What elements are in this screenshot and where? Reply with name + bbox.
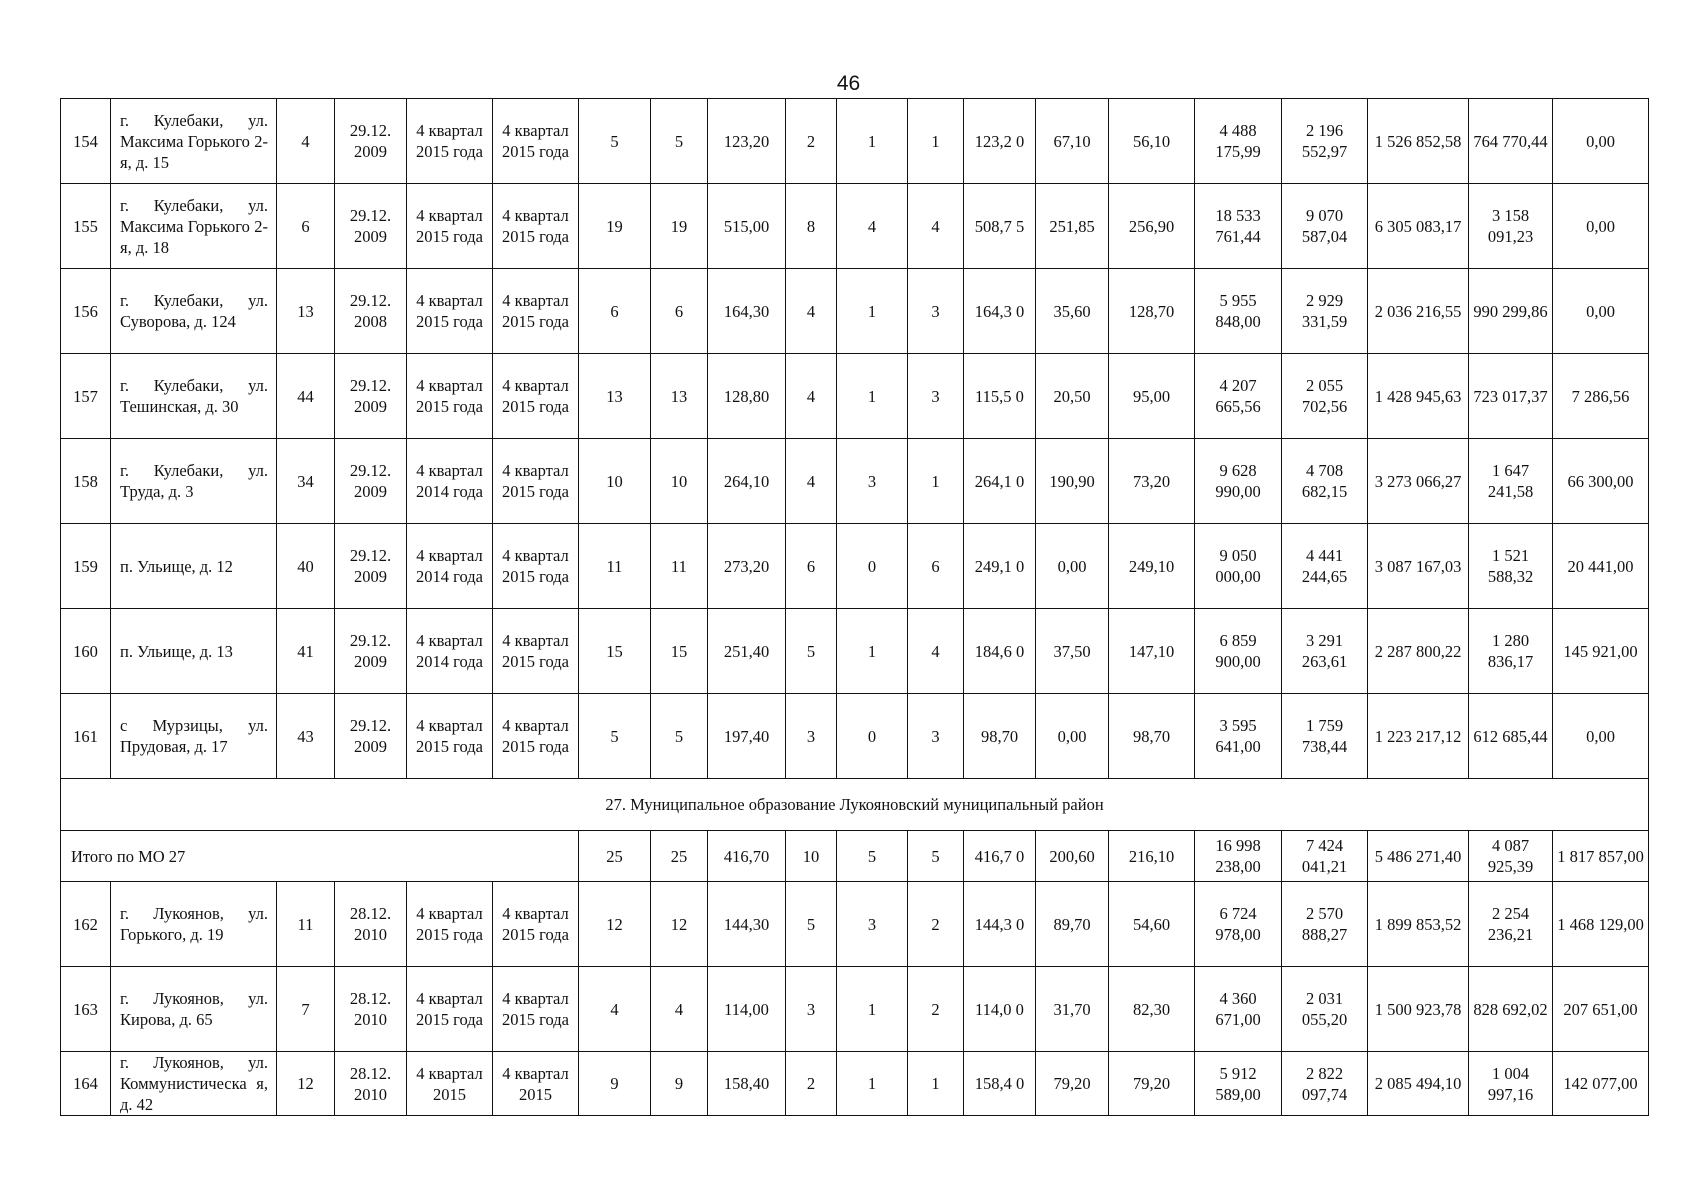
cell-cost-fund: 1 759 738,44 (1282, 694, 1368, 779)
cell-cost-fund: 2 822 097,74 (1282, 1052, 1368, 1116)
cell-flats-private: 3 (837, 439, 908, 524)
total-area-resettled: 416,7 0 (964, 831, 1036, 882)
table-row (61, 269, 1649, 354)
table-body (61, 99, 1649, 1116)
cell-residents-planned: 6 (579, 269, 651, 354)
cell-cost-total: 4 488 175,99 (1195, 99, 1282, 184)
cell-fact-quarter: 4 квартал 2015 года (493, 694, 579, 779)
cell-cost-extra: 145 921,00 (1553, 609, 1649, 694)
cell-fact-quarter: 4 квартал 2015 года (493, 609, 579, 694)
cell-cost-region: 3 273 066,27 (1368, 439, 1469, 524)
cell-row-number: 162 (61, 882, 111, 967)
cell-address: п. Ульище, д. 13 (111, 609, 277, 694)
cell-cost-fund: 4 441 244,65 (1282, 524, 1368, 609)
cell-address: г. Кулебаки, ул. Труда, д. 3 (111, 439, 277, 524)
cell-flats-municipal: 4 (908, 609, 964, 694)
cell-area-municipal: 79,20 (1109, 1052, 1195, 1116)
cell-fact-quarter: 4 квартал 2015 года (493, 524, 579, 609)
cell-house-count: 12 (277, 1052, 335, 1116)
cell-plan-quarter: 4 квартал 2015 года (407, 967, 493, 1052)
cell-house-count: 44 (277, 354, 335, 439)
cell-row-number: 159 (61, 524, 111, 609)
cell-flats-municipal: 3 (908, 694, 964, 779)
cell-flats-private: 1 (837, 269, 908, 354)
cell-area-resettled: 249,1 0 (964, 524, 1036, 609)
cell-address: п. Ульище, д. 12 (111, 524, 277, 609)
cell-area-private: 0,00 (1036, 694, 1109, 779)
cell-agreement-date: 28.12. 2010 (335, 967, 407, 1052)
total-row (61, 831, 1649, 882)
cell-plan-quarter: 4 квартал 2014 года (407, 609, 493, 694)
cell-row-number: 164 (61, 1052, 111, 1116)
table-row (61, 1052, 1649, 1116)
cell-flats-private: 1 (837, 354, 908, 439)
cell-cost-fund: 2 196 552,97 (1282, 99, 1368, 184)
cell-cost-local: 1 647 241,58 (1469, 439, 1553, 524)
cell-flats-municipal: 3 (908, 354, 964, 439)
cell-area-total: 264,10 (708, 439, 786, 524)
cell-cost-total: 6 859 900,00 (1195, 609, 1282, 694)
cell-cost-local: 3 158 091,23 (1469, 184, 1553, 269)
cell-area-municipal: 256,90 (1109, 184, 1195, 269)
cell-agreement-date: 29.12. 2009 (335, 694, 407, 779)
cell-flats-private: 3 (837, 882, 908, 967)
cell-agreement-date: 29.12. 2009 (335, 524, 407, 609)
cell-area-private: 35,60 (1036, 269, 1109, 354)
cell-area-municipal: 147,10 (1109, 609, 1195, 694)
cell-fact-quarter: 4 квартал 2015 (493, 1052, 579, 1116)
cell-cost-local: 990 299,86 (1469, 269, 1553, 354)
cell-cost-extra: 20 441,00 (1553, 524, 1649, 609)
cell-cost-region: 2 036 216,55 (1368, 269, 1469, 354)
cell-residents-resettled: 12 (651, 882, 708, 967)
cell-area-resettled: 264,1 0 (964, 439, 1036, 524)
cell-cost-region: 2 085 494,10 (1368, 1052, 1469, 1116)
cell-cost-fund: 3 291 263,61 (1282, 609, 1368, 694)
cell-agreement-date: 28.12. 2010 (335, 1052, 407, 1116)
cell-area-municipal: 82,30 (1109, 967, 1195, 1052)
cell-address: г. Кулебаки, ул. Максима Горького 2-я, д. 18 (111, 184, 277, 269)
cell-flats-private: 1 (837, 967, 908, 1052)
cell-area-private: 89,70 (1036, 882, 1109, 967)
cell-house-count: 40 (277, 524, 335, 609)
cell-plan-quarter: 4 квартал 2014 года (407, 439, 493, 524)
housing-program-table (60, 98, 1649, 1116)
cell-flats-total: 4 (786, 354, 837, 439)
cell-area-resettled: 184,6 0 (964, 609, 1036, 694)
cell-address: г. Кулебаки, ул. Максима Горького 2-я, д. 15 (111, 99, 277, 184)
cell-cost-region: 6 305 083,17 (1368, 184, 1469, 269)
total-cost-local: 4 087 925,39 (1469, 831, 1553, 882)
total-residents-resettled: 25 (651, 831, 708, 882)
cell-residents-planned: 5 (579, 694, 651, 779)
cell-area-municipal: 73,20 (1109, 439, 1195, 524)
cell-agreement-date: 29.12. 2009 (335, 184, 407, 269)
cell-residents-resettled: 13 (651, 354, 708, 439)
cell-area-total: 158,40 (708, 1052, 786, 1116)
total-area-total: 416,70 (708, 831, 786, 882)
cell-plan-quarter: 4 квартал 2015 года (407, 882, 493, 967)
cell-area-resettled: 158,4 0 (964, 1052, 1036, 1116)
cell-cost-local: 2 254 236,21 (1469, 882, 1553, 967)
cell-residents-resettled: 10 (651, 439, 708, 524)
cell-cost-extra: 142 077,00 (1553, 1052, 1649, 1116)
cell-cost-local: 1 280 836,17 (1469, 609, 1553, 694)
cell-area-total: 114,00 (708, 967, 786, 1052)
cell-flats-municipal: 1 (908, 99, 964, 184)
cell-flats-total: 2 (786, 99, 837, 184)
cell-row-number: 157 (61, 354, 111, 439)
cell-cost-local: 1 004 997,16 (1469, 1052, 1553, 1116)
cell-plan-quarter: 4 квартал 2015 года (407, 354, 493, 439)
cell-house-count: 4 (277, 99, 335, 184)
cell-residents-planned: 4 (579, 967, 651, 1052)
cell-row-number: 158 (61, 439, 111, 524)
cell-cost-total: 5 912 589,00 (1195, 1052, 1282, 1116)
cell-area-municipal: 98,70 (1109, 694, 1195, 779)
cell-residents-planned: 15 (579, 609, 651, 694)
cell-row-number: 163 (61, 967, 111, 1052)
cell-area-municipal: 128,70 (1109, 269, 1195, 354)
cell-residents-resettled: 4 (651, 967, 708, 1052)
cell-cost-region: 1 526 852,58 (1368, 99, 1469, 184)
total-cost-extra: 1 817 857,00 (1553, 831, 1649, 882)
cell-cost-fund: 2 031 055,20 (1282, 967, 1368, 1052)
cell-flats-total: 5 (786, 882, 837, 967)
table-row (61, 184, 1649, 269)
cell-flats-total: 8 (786, 184, 837, 269)
cell-cost-region: 3 087 167,03 (1368, 524, 1469, 609)
total-residents-planned: 25 (579, 831, 651, 882)
cell-plan-quarter: 4 квартал 2015 года (407, 99, 493, 184)
cell-plan-quarter: 4 квартал 2015 (407, 1052, 493, 1116)
cell-address: г. Лукоянов, ул. Кирова, д. 65 (111, 967, 277, 1052)
cell-cost-total: 4 360 671,00 (1195, 967, 1282, 1052)
cell-residents-resettled: 19 (651, 184, 708, 269)
cell-house-count: 7 (277, 967, 335, 1052)
cell-residents-planned: 13 (579, 354, 651, 439)
cell-area-private: 37,50 (1036, 609, 1109, 694)
cell-flats-total: 2 (786, 1052, 837, 1116)
section-title: 27. Муниципальное образование Лукояновский муниципальный район (61, 779, 1649, 831)
cell-area-municipal: 249,10 (1109, 524, 1195, 609)
cell-cost-fund: 2 929 331,59 (1282, 269, 1368, 354)
cell-fact-quarter: 4 квартал 2015 года (493, 269, 579, 354)
cell-area-total: 515,00 (708, 184, 786, 269)
cell-cost-local: 1 521 588,32 (1469, 524, 1553, 609)
cell-cost-extra: 0,00 (1553, 694, 1649, 779)
cell-area-resettled: 123,2 0 (964, 99, 1036, 184)
cell-address: г. Кулебаки, ул. Суворова, д. 124 (111, 269, 277, 354)
cell-cost-extra: 0,00 (1553, 99, 1649, 184)
cell-cost-local: 723 017,37 (1469, 354, 1553, 439)
cell-cost-local: 828 692,02 (1469, 967, 1553, 1052)
cell-area-private: 67,10 (1036, 99, 1109, 184)
cell-cost-fund: 4 708 682,15 (1282, 439, 1368, 524)
cell-plan-quarter: 4 квартал 2015 года (407, 694, 493, 779)
cell-cost-total: 3 595 641,00 (1195, 694, 1282, 779)
cell-area-resettled: 115,5 0 (964, 354, 1036, 439)
cell-area-municipal: 95,00 (1109, 354, 1195, 439)
cell-cost-fund: 2 570 888,27 (1282, 882, 1368, 967)
cell-cost-region: 1 428 945,63 (1368, 354, 1469, 439)
cell-plan-quarter: 4 квартал 2014 года (407, 524, 493, 609)
cell-area-resettled: 508,7 5 (964, 184, 1036, 269)
cell-fact-quarter: 4 квартал 2015 года (493, 99, 579, 184)
cell-flats-private: 0 (837, 524, 908, 609)
cell-area-total: 123,20 (708, 99, 786, 184)
cell-row-number: 160 (61, 609, 111, 694)
cell-cost-total: 18 533 761,44 (1195, 184, 1282, 269)
cell-cost-extra: 7 286,56 (1553, 354, 1649, 439)
cell-area-private: 20,50 (1036, 354, 1109, 439)
cell-cost-region: 1 899 853,52 (1368, 882, 1469, 967)
cell-cost-total: 4 207 665,56 (1195, 354, 1282, 439)
cell-flats-municipal: 6 (908, 524, 964, 609)
cell-cost-local: 612 685,44 (1469, 694, 1553, 779)
cell-area-private: 79,20 (1036, 1052, 1109, 1116)
table-row (61, 439, 1649, 524)
cell-cost-total: 9 050 000,00 (1195, 524, 1282, 609)
cell-cost-total: 9 628 990,00 (1195, 439, 1282, 524)
total-area-private: 200,60 (1036, 831, 1109, 882)
cell-area-municipal: 56,10 (1109, 99, 1195, 184)
total-flats-municipal: 5 (908, 831, 964, 882)
cell-address: г. Лукоянов, ул. Коммунистическа я, д. 42 (111, 1052, 277, 1116)
cell-flats-municipal: 3 (908, 269, 964, 354)
cell-flats-total: 5 (786, 609, 837, 694)
table-row (61, 354, 1649, 439)
table-row (61, 694, 1649, 779)
cell-address: г. Лукоянов, ул. Горького, д. 19 (111, 882, 277, 967)
cell-flats-municipal: 2 (908, 882, 964, 967)
cell-flats-private: 4 (837, 184, 908, 269)
cell-flats-municipal: 2 (908, 967, 964, 1052)
cell-agreement-date: 28.12. 2010 (335, 882, 407, 967)
cell-area-private: 0,00 (1036, 524, 1109, 609)
cell-cost-fund: 9 070 587,04 (1282, 184, 1368, 269)
cell-cost-extra: 0,00 (1553, 269, 1649, 354)
cell-house-count: 13 (277, 269, 335, 354)
cell-row-number: 155 (61, 184, 111, 269)
cell-residents-resettled: 11 (651, 524, 708, 609)
cell-cost-total: 6 724 978,00 (1195, 882, 1282, 967)
cell-fact-quarter: 4 квартал 2015 года (493, 184, 579, 269)
cell-area-total: 144,30 (708, 882, 786, 967)
cell-residents-planned: 5 (579, 99, 651, 184)
cell-cost-extra: 207 651,00 (1553, 967, 1649, 1052)
cell-flats-private: 1 (837, 1052, 908, 1116)
cell-residents-resettled: 15 (651, 609, 708, 694)
cell-area-total: 197,40 (708, 694, 786, 779)
cell-area-private: 251,85 (1036, 184, 1109, 269)
cell-agreement-date: 29.12. 2009 (335, 609, 407, 694)
cell-cost-extra: 66 300,00 (1553, 439, 1649, 524)
cell-residents-planned: 9 (579, 1052, 651, 1116)
cell-fact-quarter: 4 квартал 2015 года (493, 882, 579, 967)
cell-row-number: 154 (61, 99, 111, 184)
cell-agreement-date: 29.12. 2009 (335, 99, 407, 184)
cell-cost-extra: 1 468 129,00 (1553, 882, 1649, 967)
cell-area-private: 31,70 (1036, 967, 1109, 1052)
cell-cost-local: 764 770,44 (1469, 99, 1553, 184)
cell-row-number: 156 (61, 269, 111, 354)
cell-agreement-date: 29.12. 2009 (335, 439, 407, 524)
cell-row-number: 161 (61, 694, 111, 779)
cell-plan-quarter: 4 квартал 2015 года (407, 184, 493, 269)
cell-area-resettled: 164,3 0 (964, 269, 1036, 354)
table-row (61, 99, 1649, 184)
cell-residents-planned: 19 (579, 184, 651, 269)
cell-fact-quarter: 4 квартал 2015 года (493, 354, 579, 439)
cell-residents-planned: 12 (579, 882, 651, 967)
cell-flats-total: 4 (786, 269, 837, 354)
page-number: 46 (836, 72, 861, 95)
cell-area-resettled: 98,70 (964, 694, 1036, 779)
cell-area-total: 128,80 (708, 354, 786, 439)
cell-house-count: 43 (277, 694, 335, 779)
table-row (61, 609, 1649, 694)
total-cost-fund: 7 424 041,21 (1282, 831, 1368, 882)
cell-flats-municipal: 1 (908, 1052, 964, 1116)
cell-area-total: 164,30 (708, 269, 786, 354)
cell-area-total: 273,20 (708, 524, 786, 609)
cell-flats-private: 0 (837, 694, 908, 779)
cell-plan-quarter: 4 квартал 2015 года (407, 269, 493, 354)
cell-house-count: 11 (277, 882, 335, 967)
table-row (61, 967, 1649, 1052)
table-row (61, 524, 1649, 609)
cell-area-private: 190,90 (1036, 439, 1109, 524)
section-row (61, 779, 1649, 831)
cell-address: г. Кулебаки, ул. Тешинская, д. 30 (111, 354, 277, 439)
cell-flats-total: 4 (786, 439, 837, 524)
cell-cost-region: 1 223 217,12 (1368, 694, 1469, 779)
cell-agreement-date: 29.12. 2008 (335, 269, 407, 354)
cell-residents-planned: 11 (579, 524, 651, 609)
cell-agreement-date: 29.12. 2009 (335, 354, 407, 439)
cell-residents-resettled: 5 (651, 99, 708, 184)
cell-cost-total: 5 955 848,00 (1195, 269, 1282, 354)
total-flats-total: 10 (786, 831, 837, 882)
total-area-municipal: 216,10 (1109, 831, 1195, 882)
total-label: Итого по МО 27 (61, 831, 579, 882)
cell-area-resettled: 144,3 0 (964, 882, 1036, 967)
cell-area-resettled: 114,0 0 (964, 967, 1036, 1052)
cell-house-count: 6 (277, 184, 335, 269)
cell-house-count: 41 (277, 609, 335, 694)
cell-residents-resettled: 6 (651, 269, 708, 354)
cell-flats-municipal: 1 (908, 439, 964, 524)
cell-fact-quarter: 4 квартал 2015 года (493, 439, 579, 524)
cell-flats-total: 6 (786, 524, 837, 609)
cell-cost-extra: 0,00 (1553, 184, 1649, 269)
cell-cost-region: 2 287 800,22 (1368, 609, 1469, 694)
cell-residents-resettled: 9 (651, 1052, 708, 1116)
cell-area-municipal: 54,60 (1109, 882, 1195, 967)
cell-flats-private: 1 (837, 609, 908, 694)
cell-address: с Мурзицы, ул. Прудовая, д. 17 (111, 694, 277, 779)
cell-house-count: 34 (277, 439, 335, 524)
total-cost-total: 16 998 238,00 (1195, 831, 1282, 882)
cell-cost-fund: 2 055 702,56 (1282, 354, 1368, 439)
cell-cost-region: 1 500 923,78 (1368, 967, 1469, 1052)
cell-area-total: 251,40 (708, 609, 786, 694)
cell-flats-municipal: 4 (908, 184, 964, 269)
cell-residents-planned: 10 (579, 439, 651, 524)
cell-flats-total: 3 (786, 694, 837, 779)
cell-fact-quarter: 4 квартал 2015 года (493, 967, 579, 1052)
cell-flats-private: 1 (837, 99, 908, 184)
cell-residents-resettled: 5 (651, 694, 708, 779)
total-flats-private: 5 (837, 831, 908, 882)
cell-flats-total: 3 (786, 967, 837, 1052)
total-cost-region: 5 486 271,40 (1368, 831, 1469, 882)
table-row (61, 882, 1649, 967)
